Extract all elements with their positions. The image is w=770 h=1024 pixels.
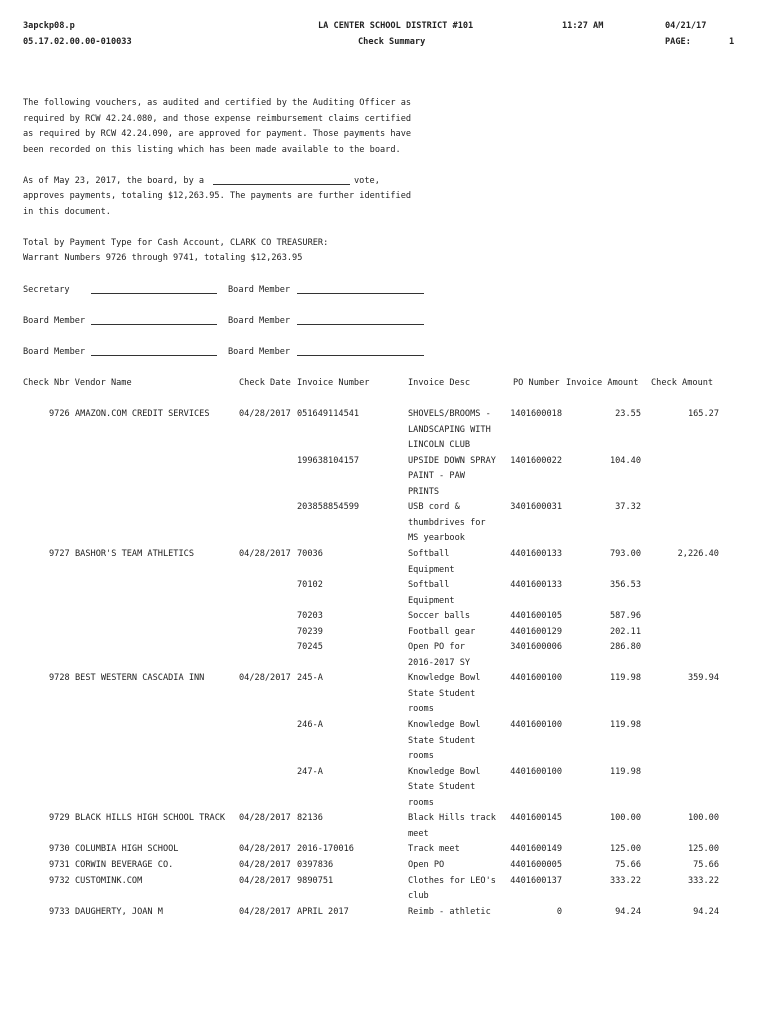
invoice-amount: 286.80	[609, 642, 641, 652]
invoice-desc: club	[408, 891, 429, 901]
invoice-amount: 119.98	[609, 767, 641, 777]
invoice-desc: USB cord &	[408, 502, 460, 512]
check-number: 9733	[49, 907, 70, 917]
board-member-label: Board Member	[228, 316, 291, 326]
report-date: 04/21/17	[665, 21, 707, 31]
invoice-amount: 119.98	[609, 673, 641, 683]
po-number: 4401600133	[510, 549, 562, 559]
check-amount: 2,226.40	[677, 549, 719, 559]
po-number: 4401600005	[510, 860, 562, 870]
invoice-desc: rooms	[408, 798, 434, 808]
po-number: 4401600100	[510, 767, 562, 777]
vendor-name: COLUMBIA HIGH SCHOOL	[75, 844, 179, 854]
check-date: 04/28/2017	[239, 876, 291, 886]
po-number: 4401600145	[510, 813, 562, 823]
invoice-amount: 75.66	[615, 860, 641, 870]
invoice-desc: Clothes for LEO's	[408, 876, 496, 886]
invoice-desc: PRINTS	[408, 487, 440, 497]
totals-line: Total by Payment Type for Cash Account, CLARK CO TREASURER:	[23, 238, 329, 248]
invoice-desc: Equipment	[408, 596, 455, 606]
invoice-desc: PAINT - PAW	[408, 471, 465, 481]
check-number: 9730	[49, 844, 70, 854]
vendor-name: DAUGHERTY, JOAN M	[75, 907, 163, 917]
col-header-invoice-amount: Invoice Amount	[566, 378, 639, 388]
invoice-number: 245-A	[297, 673, 323, 683]
col-header-check-date: Check Date	[239, 378, 291, 388]
invoice-desc: 2016-2017 SY	[408, 658, 471, 668]
col-header-invoice-desc: Invoice Desc	[408, 378, 471, 388]
signature-line	[297, 355, 424, 356]
invoice-number: 246-A	[297, 720, 323, 730]
check-amount: 359.94	[687, 673, 719, 683]
totals-line: Warrant Numbers 9726 through 9741, totaling $12,263.95	[23, 253, 303, 263]
invoice-desc: SHOVELS/BROOMS -	[408, 409, 491, 419]
board-member-label: Board Member	[228, 285, 291, 295]
invoice-amount: 125.00	[609, 844, 641, 854]
invoice-number: 70036	[297, 549, 323, 559]
invoice-desc: State Student	[408, 782, 476, 792]
invoice-desc: Softball	[408, 549, 450, 559]
invoice-desc: Equipment	[408, 565, 455, 575]
po-number: 4401600133	[510, 580, 562, 590]
board-member-label: Board Member	[23, 347, 86, 357]
invoice-desc: Soccer balls	[408, 611, 471, 621]
check-amount: 94.24	[693, 907, 719, 917]
vote-line: in this document.	[23, 207, 111, 217]
invoice-desc: rooms	[408, 704, 434, 714]
signature-line	[91, 293, 217, 294]
invoice-desc: Track meet	[408, 844, 460, 854]
po-number: 4401600129	[510, 627, 562, 637]
invoice-amount: 94.24	[615, 907, 641, 917]
invoice-desc: Open PO	[408, 860, 445, 870]
invoice-number: 82136	[297, 813, 323, 823]
invoice-number: 051649114541	[297, 409, 360, 419]
check-amount: 75.66	[693, 860, 719, 870]
intro-line: required by RCW 42.24.080, and those expense reimbursement claims certified	[23, 114, 412, 124]
check-date: 04/28/2017	[239, 813, 291, 823]
invoice-desc: thumbdrives for	[408, 518, 486, 528]
invoice-amount: 104.40	[609, 456, 641, 466]
check-date: 04/28/2017	[239, 907, 291, 917]
invoice-amount: 356.53	[609, 580, 641, 590]
invoice-desc: Football gear	[408, 627, 476, 637]
po-number: 1401600022	[510, 456, 562, 466]
vendor-name: BASHOR'S TEAM ATHLETICS	[75, 549, 194, 559]
check-amount: 333.22	[687, 876, 719, 886]
col-header-check-vendor: Check Nbr Vendor Name	[23, 378, 132, 388]
invoice-desc: Knowledge Bowl	[408, 767, 481, 777]
invoice-desc: meet	[408, 829, 429, 839]
signature-line	[297, 324, 424, 325]
po-number: 4401600100	[510, 720, 562, 730]
check-number: 9727	[49, 549, 70, 559]
vendor-name: BLACK HILLS HIGH SCHOOL TRACK	[75, 813, 226, 823]
invoice-number: 2016-170016	[297, 844, 354, 854]
col-header-invoice-number: Invoice Number	[297, 378, 370, 388]
po-number: 3401600006	[510, 642, 562, 652]
po-number: 4401600105	[510, 611, 562, 621]
po-number: 4401600137	[510, 876, 562, 886]
signature-line	[91, 355, 217, 356]
invoice-amount: 333.22	[609, 876, 641, 886]
invoice-amount: 23.55	[615, 409, 641, 419]
invoice-desc: rooms	[408, 751, 434, 761]
report-title: Check Summary	[358, 37, 426, 47]
intro-line: as required by RCW 42.24.090, are approved for payment. Those payments have	[23, 129, 412, 139]
check-date: 04/28/2017	[239, 549, 291, 559]
district-name: LA CENTER SCHOOL DISTRICT #101	[318, 21, 474, 31]
vote-line: approves payments, totaling $12,263.95. The payments are further identified	[23, 191, 412, 201]
signature-line	[91, 324, 217, 325]
check-amount: 100.00	[687, 813, 719, 823]
invoice-number: 70203	[297, 611, 323, 621]
report-time: 11:27 AM	[562, 21, 604, 31]
po-number: 1401600018	[510, 409, 562, 419]
check-amount: 165.27	[687, 409, 719, 419]
intro-line: been recorded on this listing which has been made available to the board.	[23, 145, 401, 155]
invoice-desc: Softball	[408, 580, 450, 590]
invoice-desc: MS yearbook	[408, 533, 465, 543]
invoice-amount: 793.00	[609, 549, 641, 559]
invoice-number: 70245	[297, 642, 323, 652]
invoice-desc: LANDSCAPING WITH	[408, 425, 491, 435]
vote-suffix: vote,	[354, 176, 380, 186]
invoice-desc: State Student	[408, 689, 476, 699]
invoice-number: 70102	[297, 580, 323, 590]
vendor-name: AMAZON.COM CREDIT SERVICES	[75, 409, 210, 419]
invoice-amount: 587.96	[609, 611, 641, 621]
col-header-po-number: PO Number	[513, 378, 560, 388]
invoice-desc: Black Hills track	[408, 813, 496, 823]
vote-prefix: As of May 23, 2017, the board, by a	[23, 176, 205, 186]
invoice-amount: 37.32	[615, 502, 641, 512]
vendor-name: CUSTOMINK.COM	[75, 876, 143, 886]
board-member-label: Board Member	[228, 347, 291, 357]
po-number: 4401600100	[510, 673, 562, 683]
invoice-number: 247-A	[297, 767, 323, 777]
invoice-desc: Reimb - athletic	[408, 907, 491, 917]
po-number: 0	[556, 907, 562, 917]
invoice-number: APRIL 2017	[297, 907, 349, 917]
po-number: 4401600149	[510, 844, 562, 854]
signature-line	[297, 293, 424, 294]
version-id: 05.17.02.00.00-010033	[23, 37, 132, 47]
invoice-desc: Knowledge Bowl	[408, 673, 481, 683]
invoice-amount: 100.00	[609, 813, 641, 823]
program-id: 3apckp08.p	[23, 21, 75, 31]
check-date: 04/28/2017	[239, 409, 291, 419]
invoice-amount: 202.11	[609, 627, 641, 637]
invoice-desc: State Student	[408, 736, 476, 746]
check-number: 9729	[49, 813, 70, 823]
check-number: 9732	[49, 876, 70, 886]
check-number: 9728	[49, 673, 70, 683]
invoice-desc: LINCOLN CLUB	[408, 440, 471, 450]
invoice-number: 70239	[297, 627, 323, 637]
invoice-number: 9890751	[297, 876, 334, 886]
secretary-label: Secretary	[23, 285, 70, 295]
check-number: 9726	[49, 409, 70, 419]
invoice-number: 199638104157	[297, 456, 360, 466]
intro-line: The following vouchers, as audited and certified by the Auditing Officer as	[23, 98, 412, 108]
invoice-amount: 119.98	[609, 720, 641, 730]
invoice-desc: Open PO for	[408, 642, 465, 652]
invoice-number: 203858854599	[297, 502, 360, 512]
check-date: 04/28/2017	[239, 673, 291, 683]
board-member-label: Board Member	[23, 316, 86, 326]
col-header-check-amount: Check Amount	[651, 378, 714, 388]
invoice-desc: UPSIDE DOWN SPRAY	[408, 456, 496, 466]
check-date: 04/28/2017	[239, 860, 291, 870]
check-amount: 125.00	[687, 844, 719, 854]
page-label: PAGE:	[665, 37, 691, 47]
invoice-number: 0397836	[297, 860, 334, 870]
check-date: 04/28/2017	[239, 844, 291, 854]
vote-blank-line	[213, 184, 350, 185]
check-number: 9731	[49, 860, 70, 870]
po-number: 3401600031	[510, 502, 562, 512]
invoice-desc: Knowledge Bowl	[408, 720, 481, 730]
vendor-name: BEST WESTERN CASCADIA INN	[75, 673, 205, 683]
vendor-name: CORWIN BEVERAGE CO.	[75, 860, 174, 870]
page-number: 1	[729, 37, 735, 47]
